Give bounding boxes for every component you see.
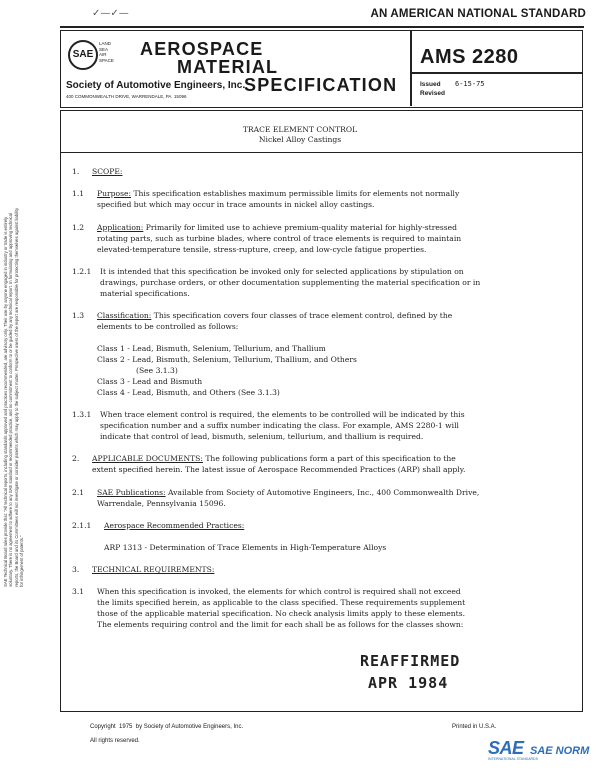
- section-2-1-line2: Warrendale, Pennsylvania 15096.: [97, 499, 226, 508]
- section-1-2-1-number: 1.2.1: [72, 267, 92, 276]
- organization-address: 400 COMMONWEALTH DRIVE, WARRENDALE, PA. 15096: [66, 94, 187, 99]
- section-1-2-1-line3: material specifications.: [100, 289, 190, 298]
- class-2: Class 2 - Lead, Bismuth, Selenium, Tellurium, Thallium, and Others: [97, 355, 357, 364]
- section-2-1-1-number: 2.1.1: [72, 521, 92, 530]
- section-1-3-line1: Classification: This specification covers four classes of trace element control, defined by the: [97, 311, 453, 320]
- american-national-standard-label: AN AMERICAN NATIONAL STANDARD: [370, 8, 586, 20]
- title-aerospace: AEROSPACE: [140, 39, 264, 59]
- section-1-2-line2: rotating parts, such as turbine blades, where control of trace elements is required to maintain: [97, 234, 462, 243]
- section-1-2-line1: Application: Primarily for limited use to achieve premium-quality material for highly-stressed: [97, 223, 457, 232]
- section-3-heading: TECHNICAL REQUIREMENTS:: [92, 565, 215, 574]
- section-2-1-number: 2.1: [72, 488, 85, 497]
- section-2-1-line1: SAE Publications: Available from Society of Automotive Engineers, Inc., 400 Commonwealth Drive,: [97, 488, 480, 497]
- section-1-1-line1: Purpose: This specification establishes maximum permissible limits for elements not normally: [97, 189, 460, 198]
- section-1-3-line2: elements to be controlled as follows:: [97, 322, 239, 331]
- document-subtitle: Nickel Alloy Castings: [258, 135, 342, 144]
- section-3-1-line3: those of the applicable material specification. No check analysis limits apply to these elements.: [97, 609, 466, 618]
- reaffirmed-stamp: REAFFIRMED: [360, 652, 461, 670]
- copyright-line: Copyright 1975 by Society of Automotive Engineers, Inc.: [90, 724, 244, 730]
- section-1-3-number: 1.3: [72, 311, 85, 320]
- issued-date: 6-15-75: [455, 80, 485, 88]
- handwritten-mark: ✓—✓—: [92, 8, 129, 19]
- organization-name: Society of Automotive Engineers, Inc.: [66, 80, 246, 91]
- section-1-heading: SCOPE:: [92, 167, 123, 176]
- section-1-2-1-line2: drawings, purchase orders, or other documentation supplementing the material specification or in: [100, 278, 481, 287]
- top-rule: [60, 26, 584, 28]
- rights-line: All rights reserved.: [90, 738, 140, 744]
- section-1-3-1-number: 1.3.1: [72, 410, 92, 419]
- title-material: MATERIAL: [177, 57, 279, 77]
- sae-norm-mark-icon: SAE: [488, 738, 524, 758]
- section-1-3-1-line1: When trace element control is required, the elements to be controlled will be indicated by this: [100, 410, 465, 419]
- sae-norm-logo: SAE SAE NORM INTERNATIONAL STANDARDS: [488, 738, 590, 761]
- arp-reference: ARP 1313 - Determination of Trace Elements in High-Temperature Alloys: [104, 543, 387, 552]
- section-1-3-1-line3: indicate that control of lead, bismuth, selenium, tellurium, and thallium is required.: [100, 432, 424, 441]
- title-specification: SPECIFICATION: [244, 75, 398, 95]
- section-1-2-1-line1: It is intended that this specification be invoked only for selected applications by stipulation on: [100, 267, 464, 276]
- section-1-1-line2: specified but which may occur in trace amounts in nickel alloy castings.: [97, 200, 375, 209]
- class-1: Class 1 - Lead, Bismuth, Selenium, Tellurium, and Thallium: [97, 344, 326, 353]
- section-3-1-number: 3.1: [72, 587, 85, 596]
- section-1-3-1-line2: specification number and a suffix number indicating the class. For example, AMS 2280-1 will: [100, 421, 459, 430]
- sae-technical-board-note: SAE Technical Board rules provide that: "All technical reports, including standards approved and practices recommended, are advisory only. Their use by anyone engaged in industry or trade is entirely voluntary. There is no agreement to adhere to any SAE standard or recommended practice, and no commitment to conform to or be guided by any technical report. In formulating and approving technical reports, the Board and its Committees will not investigate or consider patents which may apply to the subject matter. Prospective users of the report are responsible for protecting themselves against liability for infringement of patents.": [3, 207, 25, 587]
- section-1-number: 1.: [72, 167, 80, 176]
- issued-revised-labels: Issued Revised: [420, 81, 445, 97]
- section-2-number: 2.: [72, 454, 80, 463]
- class-3: Class 3 - Lead and Bismuth: [97, 377, 203, 386]
- sae-logo-words: LAND SEA AIR SPACE: [99, 41, 114, 63]
- section-1-2-number: 1.2: [72, 223, 85, 232]
- title-rule: [60, 152, 583, 153]
- section-1-1-number: 1.1: [72, 189, 85, 198]
- sae-logo-icon: SAE: [68, 40, 98, 70]
- section-3-1-line2: the limits specified herein, as applicable to the class specified. These requirements supplement: [97, 598, 466, 607]
- class-4: Class 4 - Lead, Bismuth, and Others (See 3.1.3): [97, 388, 280, 397]
- printed-in-usa: Printed in U.S.A.: [452, 724, 497, 730]
- header-divider-h: [410, 72, 582, 74]
- document-title: TRACE ELEMENT CONTROL: [242, 125, 358, 134]
- section-3-1-line4: The elements requiring control and the limit for each shall be as follows for the classes shown:: [97, 620, 464, 629]
- section-1-2-line3: elevated-temperature tensile, stress-rupture, creep, and low-cycle fatigue properties.: [97, 245, 427, 254]
- section-2-line1: APPLICABLE DOCUMENTS: The following publications form a part of this specification to the: [92, 454, 456, 463]
- header-divider: [410, 30, 412, 106]
- reaffirmed-date-stamp: APR 1984: [368, 674, 449, 692]
- section-2-line2: extent specified herein. The latest issue of Aerospace Recommended Practices (ARP) shall apply.: [92, 465, 466, 474]
- class-2-note: (See 3.1.3): [136, 366, 178, 375]
- section-3-number: 3.: [72, 565, 80, 574]
- section-3-1-line1: When this specification is invoked, the elements for which control is required shall not exceed: [97, 587, 461, 596]
- spec-number: AMS 2280: [420, 46, 519, 68]
- section-2-1-1-heading: Aerospace Recommended Practices:: [104, 521, 245, 530]
